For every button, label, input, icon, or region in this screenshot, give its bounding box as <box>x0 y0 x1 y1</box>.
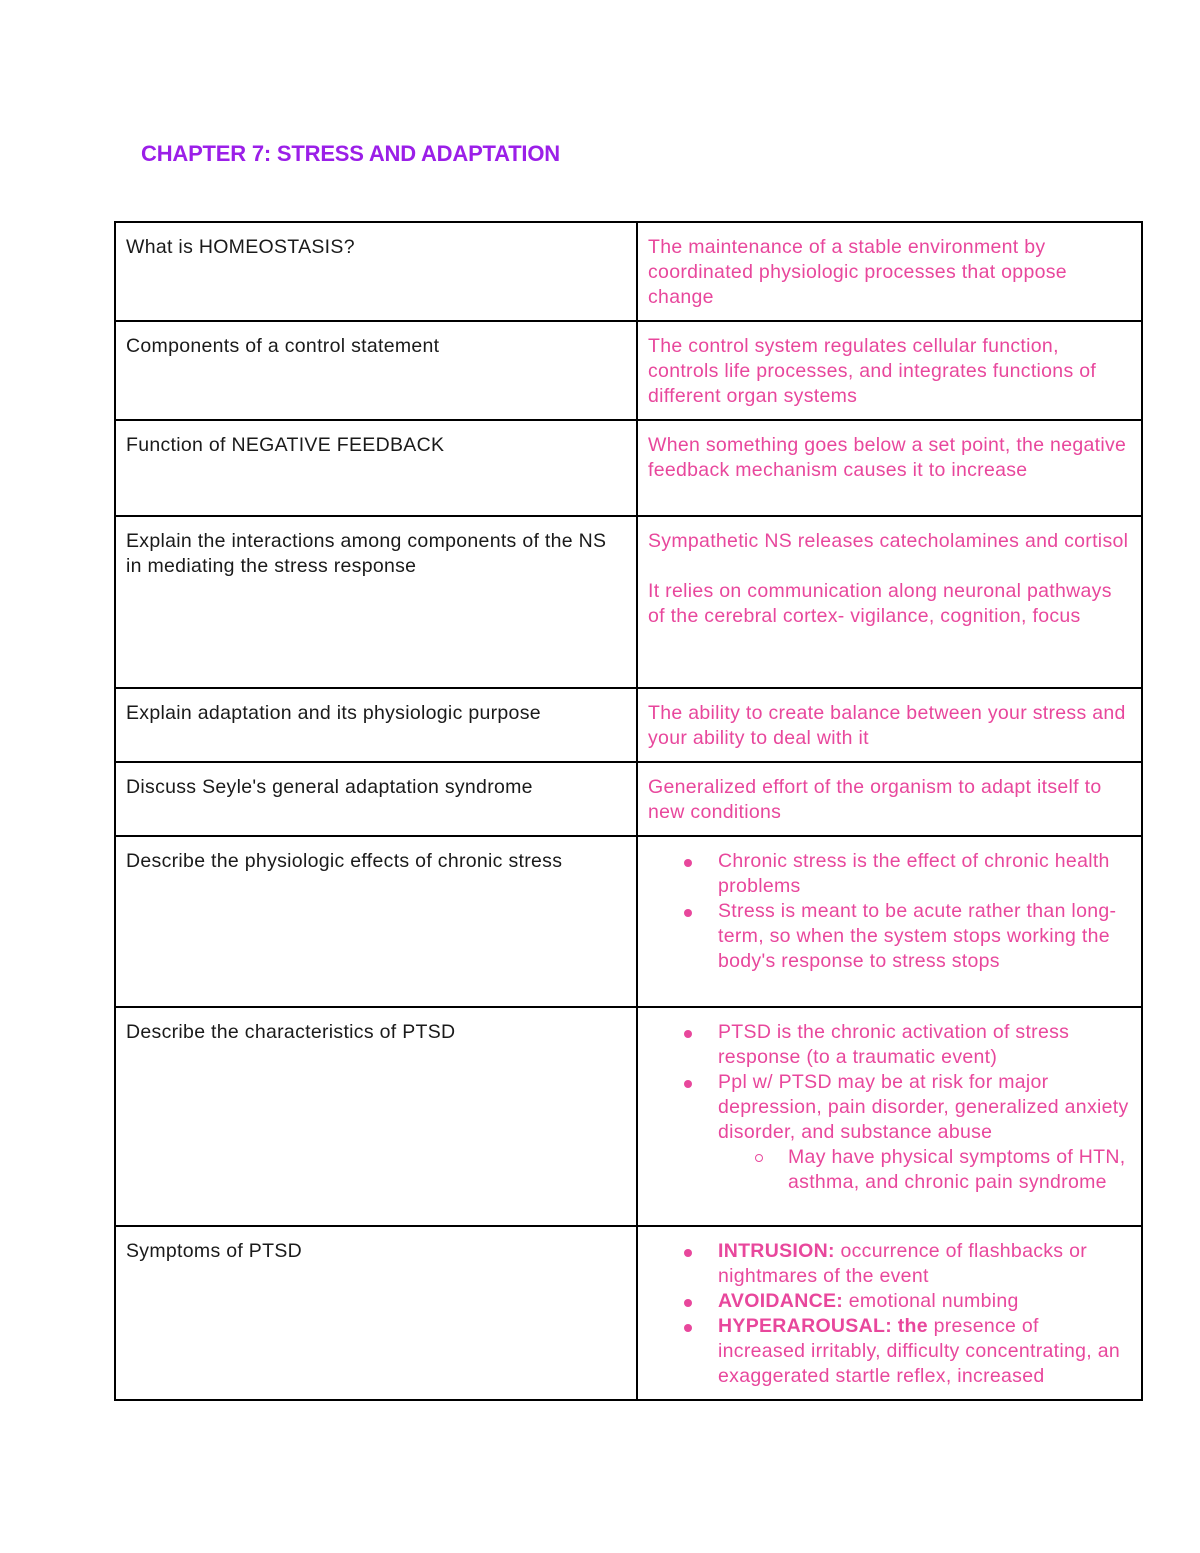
question-cell: Explain the interactions among components of the NS in mediating the stress response <box>115 516 637 688</box>
symptom-desc: occurrence of flashbacks or nightmares of the event <box>718 1240 1088 1287</box>
page-title: CHAPTER 7: STRESS AND ADAPTATION <box>141 141 560 166</box>
symptom-term: AVOIDANCE: <box>718 1290 844 1312</box>
list-item <box>718 1239 1131 1289</box>
table-row <box>115 1007 1142 1226</box>
list-item: PTSD is the chronic activation of stress response (to a traumatic event) <box>718 1020 1131 1070</box>
symptom-term: HYPERAROUSAL: the <box>718 1315 928 1337</box>
question-cell: Symptoms of PTSD <box>115 1226 637 1400</box>
answer-cell <box>637 1226 1142 1400</box>
symptom-term: INTRUSION: <box>718 1240 835 1262</box>
question-cell: Function of NEGATIVE FEEDBACK <box>115 420 637 516</box>
list-item: Stress is meant to be acute rather than long-term, so when the system stops working the body's response to stress stops <box>718 899 1131 974</box>
symptom-desc: presence of increased irritably, difficulty concentrating, an exaggerated startle reflex, increased <box>718 1315 1121 1387</box>
question-cell: Describe the characteristics of PTSD <box>115 1007 637 1226</box>
answer-paragraph: Sympathetic NS releases catecholamines and cortisol <box>648 530 1129 552</box>
question-cell: Describe the physiologic effects of chronic stress <box>115 836 637 1007</box>
answer-paragraph: It relies on communication along neuronal pathways of the cerebral cortex- vigilance, cognition, focus <box>648 580 1112 627</box>
answer-cell: The maintenance of a stable environment by coordinated physiologic processes that oppose change <box>637 222 1142 321</box>
table-row <box>115 222 1142 321</box>
answer-cell: When something goes below a set point, the negative feedback mechanism causes it to increase <box>637 420 1142 516</box>
answer-cell: The control system regulates cellular function, controls life processes, and integrates functions of different organ systems <box>637 321 1142 420</box>
sub-list-item: May have physical symptoms of HTN, asthma, and chronic pain syndrome <box>788 1145 1131 1195</box>
study-table <box>114 221 1143 1401</box>
table-row <box>115 688 1142 762</box>
list-item <box>718 1289 1131 1314</box>
list-item <box>718 1314 1131 1389</box>
answer-cell <box>637 516 1142 688</box>
question-cell: Discuss Seyle's general adaptation syndrome <box>115 762 637 836</box>
answer-cell: The ability to create balance between your stress and your ability to deal with it <box>637 688 1142 762</box>
bullet-list <box>648 1239 1131 1389</box>
question-cell: Explain adaptation and its physiologic purpose <box>115 688 637 762</box>
list-item-text: Ppl w/ PTSD may be at risk for major depression, pain disorder, generalized anxiety disorder, and substance abuse <box>718 1071 1129 1143</box>
bullet-list <box>648 849 1131 974</box>
table-row <box>115 516 1142 688</box>
symptom-desc: emotional numbing <box>843 1290 1019 1312</box>
answer-cell <box>637 1007 1142 1226</box>
bullet-list <box>648 1020 1131 1195</box>
answer-cell: Generalized effort of the organism to adapt itself to new conditions <box>637 762 1142 836</box>
table-row <box>115 420 1142 516</box>
table-row <box>115 762 1142 836</box>
answer-cell <box>637 836 1142 1007</box>
list-item <box>718 1070 1131 1195</box>
table-row <box>115 321 1142 420</box>
sub-bullet-list <box>718 1145 1131 1195</box>
question-cell: Components of a control statement <box>115 321 637 420</box>
list-item: Chronic stress is the effect of chronic health problems <box>718 849 1131 899</box>
table-row <box>115 1226 1142 1400</box>
question-cell: What is HOMEOSTASIS? <box>115 222 637 321</box>
table-row <box>115 836 1142 1007</box>
